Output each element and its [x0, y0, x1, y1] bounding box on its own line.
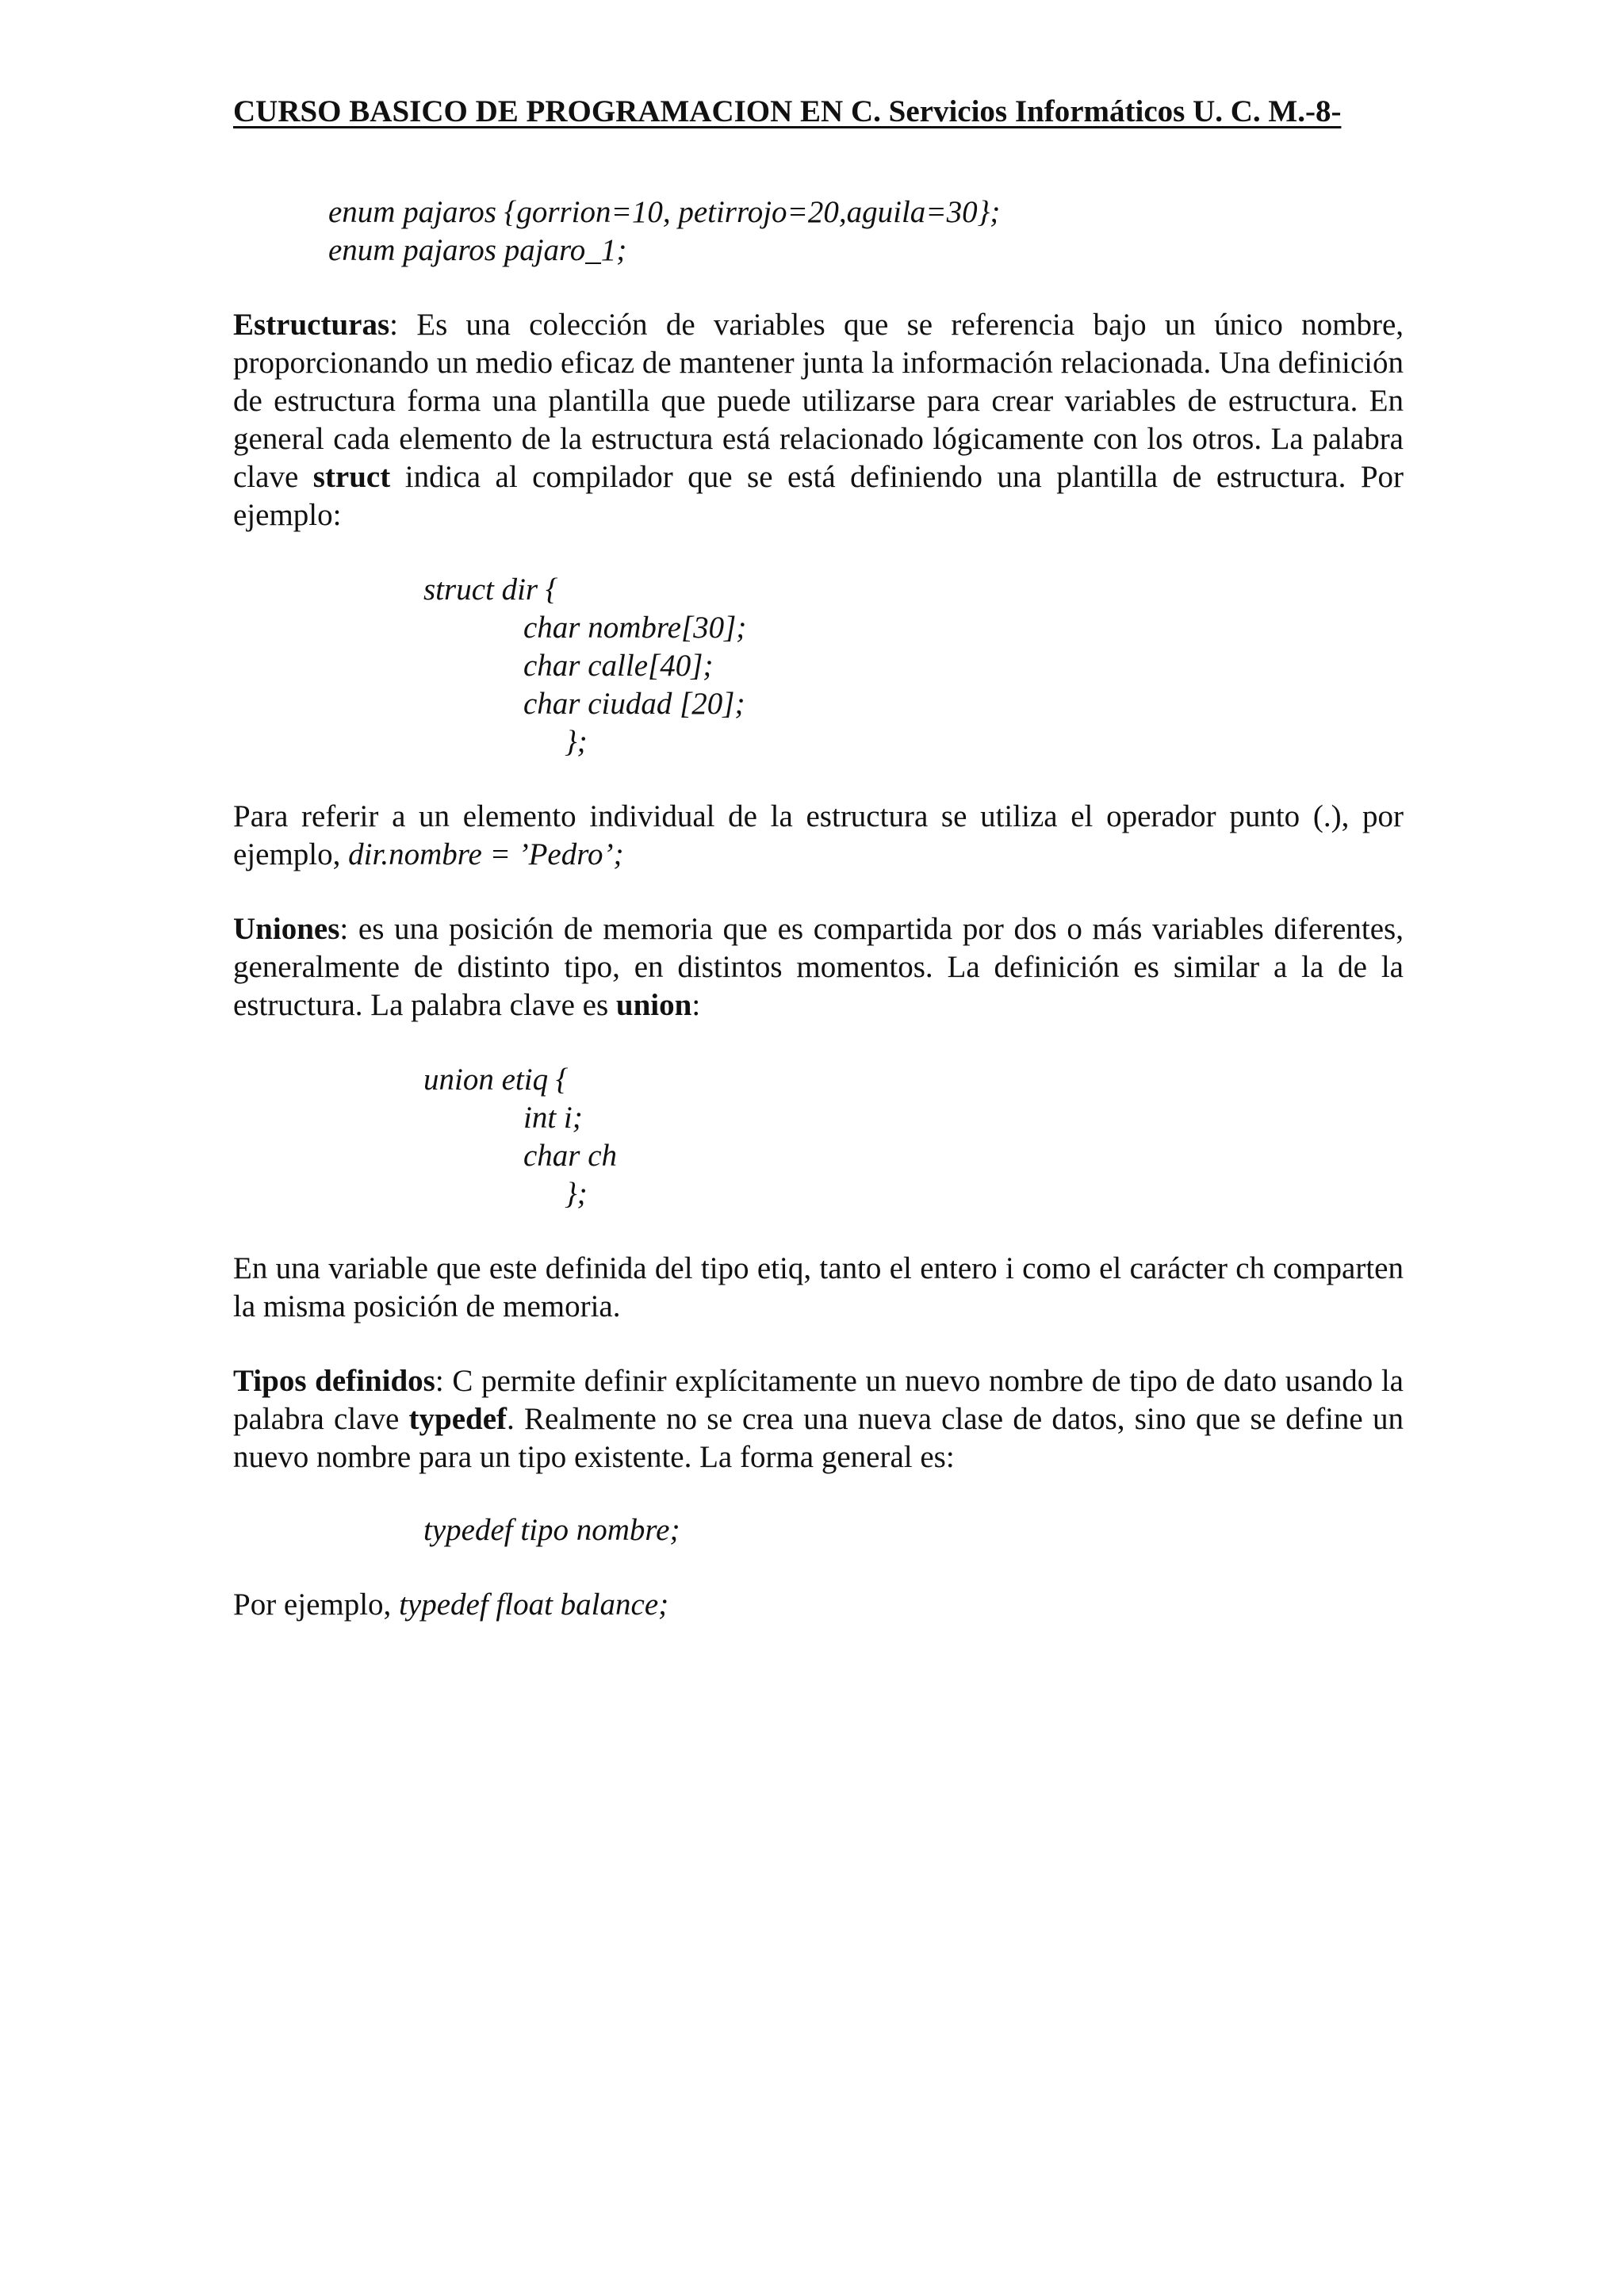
- tipos-definidos-paragraph: [233, 1362, 1404, 1476]
- struct-code-line-2: char nombre[30];: [523, 611, 747, 645]
- struct-code-line-5: };: [565, 725, 588, 759]
- uniones-text-b: :: [691, 988, 701, 1022]
- typedef-keyword: typedef: [408, 1402, 508, 1436]
- struct-code-line-4: char ciudad [20];: [523, 687, 745, 721]
- tipos-text-a: : C permite definir explícitamente un nuevo nombre de tipo de dato usando la palabra clave: [233, 1364, 1404, 1436]
- variable-union-paragraph: En una variable que este definida del tipo etiq, tanto el entero i como el carácter ch comparten la misma posición de memoria.: [233, 1251, 1404, 1323]
- struct-code-line-1: struct dir {: [423, 573, 558, 607]
- uniones-text-a: : es una posición de memoria que es compartida por dos o más variables diferentes, generalmente de distinto tipo, en distintos momentos. La definición es similar a la de la estructura. La palabra clave es: [233, 912, 1404, 1022]
- elemento-paragraph: [233, 798, 1404, 874]
- estructuras-paragraph: [233, 306, 1404, 534]
- struct-code-line-3: char calle[40];: [523, 649, 714, 683]
- enum-code-line-1: enum pajaros {gorrion=10, petirrojo=20,aguila=30};: [328, 195, 1001, 229]
- uniones-term: Uniones: [233, 912, 340, 946]
- estructuras-text-a: : Es una colección de variables que se referencia bajo un único nombre, proporcionando un medio eficaz de mantener junta la información relacionada. Una definición de estructura forma una plantilla que puede utilizarse para crear variables de estructura. En general cada elemento de la estructura está relacionado lógicamente con los otros. La palabra clave: [233, 308, 1404, 494]
- union-keyword: union: [615, 988, 692, 1022]
- ejemplo-text: Por ejemplo,: [233, 1587, 400, 1622]
- struct-keyword: struct: [312, 460, 391, 494]
- enum-code-line-2: enum pajaros pajaro_1;: [328, 233, 627, 267]
- estructuras-text-b: indica al compilador que se está definiendo una plantilla de estructura. Por ejemplo:: [233, 460, 1404, 532]
- ejemplo-code: typedef float balance;: [399, 1587, 669, 1622]
- elemento-text: Para referir a un elemento individual de la estructura se utiliza el operador punto (.), por ejemplo,: [233, 799, 1404, 871]
- union-code-line-1: union etiq {: [423, 1063, 569, 1097]
- uniones-paragraph: [233, 910, 1404, 1024]
- page-header: CURSO BASICO DE PROGRAMACION EN C. Servicios Informáticos U. C. M.-8-: [233, 94, 1342, 128]
- union-code-line-3: char ch: [523, 1139, 618, 1173]
- typedef-code-line: typedef tipo nombre;: [423, 1513, 680, 1547]
- elemento-code: dir.nombre = ’Pedro’;: [348, 837, 624, 871]
- union-code-line-2: int i;: [523, 1101, 583, 1135]
- union-code-line-4: };: [565, 1177, 588, 1211]
- ejemplo-paragraph: [233, 1586, 1404, 1624]
- tipos-text-b: . Realmente no se crea una nueva clase de datos, sino que se define un nuevo nombre para un tipo existente. La forma general es:: [233, 1402, 1404, 1474]
- estructuras-term: Estructuras: [233, 308, 390, 342]
- tipos-term: Tipos definidos: [233, 1364, 435, 1398]
